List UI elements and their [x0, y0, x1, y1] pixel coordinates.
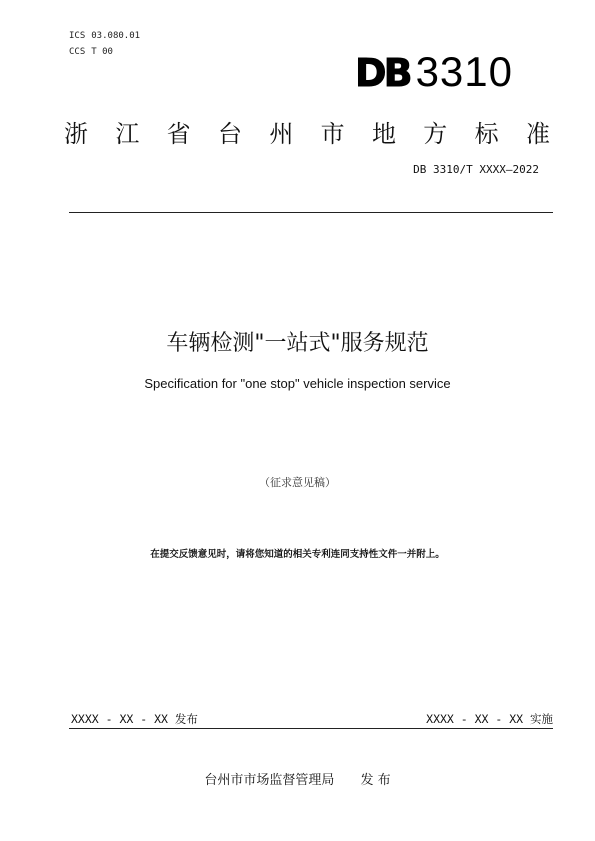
standard-title-char: 标 [474, 120, 499, 148]
document-title-en: Specification for "one stop" vehicle inspection service [144, 376, 451, 391]
header-divider [69, 212, 553, 213]
document-title-zh: 车辆检测"一站式"服务规范 [166, 331, 429, 356]
standard-title-char: 浙 [64, 120, 88, 148]
ics-code: 03.080.01 [91, 31, 141, 41]
ics-row [69, 28, 146, 44]
standard-title-char: 市 [320, 120, 345, 148]
standard-title-char: 台 [217, 120, 242, 148]
standard-title-char: 地 [371, 120, 396, 148]
standard-category-title [64, 114, 550, 149]
standard-title-char: 方 [423, 120, 448, 148]
db-region-number: 3310 [415, 48, 513, 95]
ccs-code: T 00 [91, 47, 113, 57]
standard-title-char: 州 [269, 120, 294, 148]
patent-notice: 在提交反馈意见时，请将您知道的相关专利连同支持性文件一并附上。 [150, 549, 445, 560]
db-standard-mark [355, 48, 513, 96]
issue-word: 发 布 [360, 773, 391, 788]
ccs-row [69, 44, 146, 60]
standard-title-char: 江 [115, 120, 140, 148]
issuer-line [0, 769, 595, 788]
ccs-label: CCS [69, 47, 86, 57]
implement-date: XXXX - XX - XX 实施 [426, 712, 553, 726]
standard-title-char: 准 [525, 120, 550, 148]
classification-codes [69, 28, 146, 60]
ics-label: ICS [69, 31, 86, 41]
standard-number: DB 3310/T XXXX—2022 [413, 163, 539, 176]
footer-divider [69, 728, 553, 729]
release-date: XXXX - XX - XX 发布 [71, 712, 198, 726]
standard-title-char: 省 [166, 120, 191, 148]
issuer-name: 台州市市场监督管理局 [204, 773, 335, 788]
draft-note: （征求意见稿） [259, 476, 336, 489]
db-logo: DB [355, 51, 410, 95]
